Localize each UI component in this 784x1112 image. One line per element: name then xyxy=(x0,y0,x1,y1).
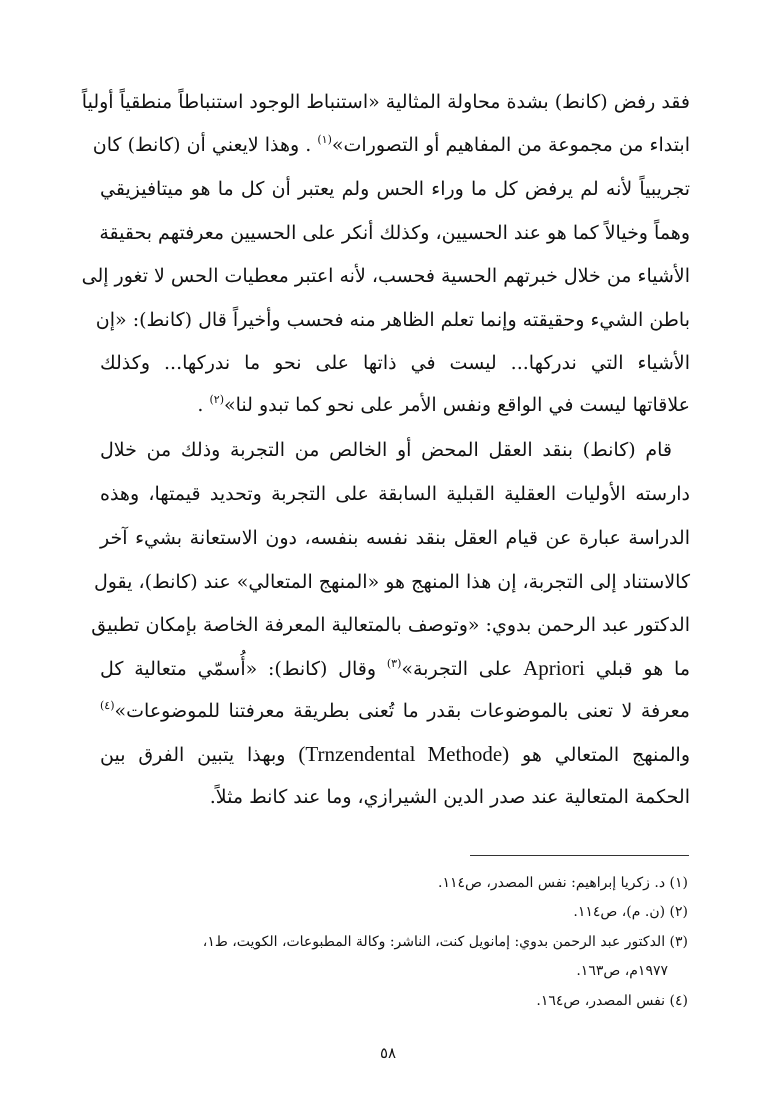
footnote-ref-1[interactable]: (١) xyxy=(317,133,332,146)
text-line: قام (كانط) بنقد العقل المحض أو الخالص من التجربة وذلك من خلال xyxy=(100,439,672,461)
text-segment: علاقاتها ليست في الواقع ونفس الأمر على نحو كما تبدو لنا» xyxy=(223,394,690,416)
footnote-ref-4[interactable]: (٤) xyxy=(100,699,115,712)
footnote-1: (١) د. زكريا إبراهيم: نفس المصدر، ص١١٤. xyxy=(438,875,688,891)
text-segment: معرفة لا تعنى بالموضوعات بقدر ما تُعنى بطريقة معرفتنا للموضوعات» xyxy=(114,700,690,722)
text-line: الأشياء من خلال خبرتهم الحسية فحسب، لأنه اعتبر معطيات الحس لا تغور إلى xyxy=(81,265,690,287)
text-line: باطن الشيء وحقيقته وإنما تعلم الظاهر منه فحسب وأخيراً قال (كانط): «إن xyxy=(95,309,690,331)
text-segment: على التجربة» xyxy=(401,658,513,680)
text-line: الدراسة عبارة عن قيام العقل بنقد نفسه بنفسه، دون الاستعانة بشيء آخر xyxy=(100,527,690,549)
text-line xyxy=(92,131,690,159)
footnote-3: (٣) الدكتور عبد الرحمن بدوي: إمانويل كنت، الناشر: وكالة المطبوعات، الكويت، ط١، xyxy=(202,934,688,950)
page-number: ٥٨ xyxy=(380,1044,397,1062)
latin-term: (Trnzendental Methode) xyxy=(298,742,510,766)
text-segment: ما هو قبلي xyxy=(595,658,691,680)
text-line: دارسته الأوليات العقلية القبلية السابقة على التجربة وتحديد قيمتها، وهذه xyxy=(100,483,690,505)
text-segment: . xyxy=(197,394,204,416)
text-line xyxy=(100,391,690,419)
text-line: الدكتور عبد الرحمن بدوي: «وتوصف بالمتعالية المعرفة الخاصة بإمكان تطبيق xyxy=(91,614,690,636)
footnote-separator xyxy=(470,855,689,856)
text-line: الأشياء التي ندركها... ليست في ذاتها على نحو ما ندركها... وكذلك xyxy=(100,352,690,374)
latin-term: Apriori xyxy=(523,656,585,680)
footnote-3-continued: ١٩٧٧م، ص١٦٣. xyxy=(576,963,668,979)
text-line: وهماً وخيالاً كما هو عند الحسيين، وكذلك أنكر على الحسيين معرفتهم بحقيقة xyxy=(99,222,690,244)
text-segment: ابتداء من مجموعة من المفاهيم أو التصورات» xyxy=(331,134,690,156)
text-line xyxy=(100,740,690,769)
footnote-2: (٢) (ن. م)، ص١١٤. xyxy=(573,904,688,920)
text-line xyxy=(100,697,690,725)
text-line: الحكمة المتعالية عند صدر الدين الشيرازي، وما عند كانط مثلاً. xyxy=(209,786,690,808)
footnote-4: (٤) نفس المصدر، ص١٦٤. xyxy=(536,993,688,1009)
footnote-ref-2[interactable]: (٢) xyxy=(209,393,224,406)
text-line: كالاستناد إلى التجربة، إن هذا المنهج هو «المنهج المتعالي» عند (كانط)، يقول xyxy=(93,571,690,593)
text-segment: وبهذا يتبين الفرق بين xyxy=(100,744,286,766)
text-segment: والمنهج المتعالي هو xyxy=(522,744,691,766)
text-segment: . وهذا لايعني أن (كانط) كان xyxy=(92,134,312,156)
text-line: تجريبياً لأنه لم يرفض كل ما وراء الحس ولم يعتبر أن كل ما هو ميتافيزيقي xyxy=(100,178,690,200)
text-segment: وقال (كانط): «أُسمّي متعالية كل xyxy=(100,658,377,680)
text-line: فقد رفض (كانط) بشدة محاولة المثالية «استنباط الوجود استنباطاً منطقياً أولياً xyxy=(81,91,690,113)
text-line xyxy=(100,654,690,683)
footnote-ref-3[interactable]: (٣) xyxy=(386,657,402,670)
